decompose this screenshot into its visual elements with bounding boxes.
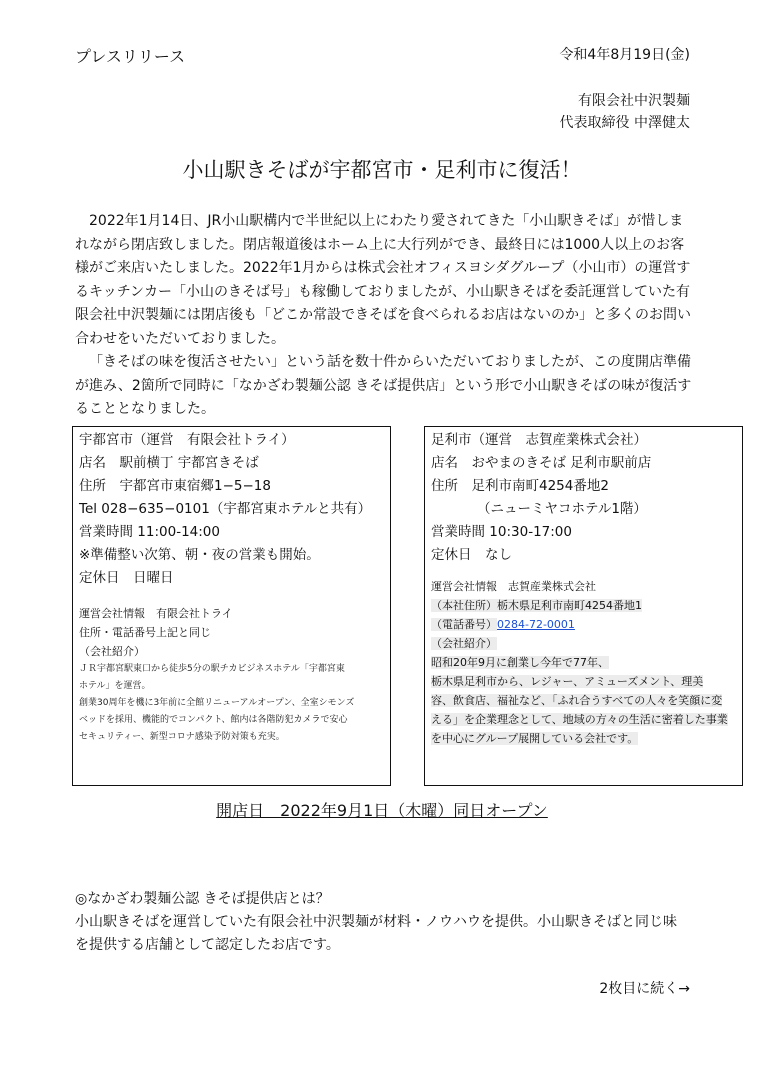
opening-date-text: 開店日 2022年9月1日（木曜）同日オープン xyxy=(216,801,548,820)
utsunomiya-closed: 定休日 日曜日 xyxy=(79,570,174,586)
utsunomiya-intro-label: （会社紹介） xyxy=(79,645,145,658)
utsunomiya-note: ※準備整い次第、朝・夜の営業も開始。 xyxy=(79,547,320,563)
release-date: 令和4年8月19日(金) xyxy=(559,47,690,63)
ashikaga-intro-line: を中心にグループ展開している会社です。 xyxy=(431,732,639,745)
representative-name: 代表取締役 中澤健太 xyxy=(559,115,690,131)
ashikaga-city: 足利市（運営 志賀産業株式会社） xyxy=(431,432,647,448)
ashikaga-intro-line: 栃木県足利市から、レジャー、アミューズメント、理美 xyxy=(431,675,704,688)
ashikaga-intro-line: える」を企業理念として、地域の方々の生活に密着した事業 xyxy=(431,713,728,726)
ashikaga-address: 住所 足利市南町4254番地2 xyxy=(431,478,609,494)
ashikaga-intro-line: 昭和20年9月に創業し今年で77年、 xyxy=(431,656,609,669)
ashikaga-intro-line: 容、飲食店、福祉など、「ふれ合うすべての人々を笑顔に変 xyxy=(431,694,723,707)
continued-note: 2枚目に続く→ xyxy=(599,981,690,997)
utsunomiya-company-address: 住所・電話番号上記と同じ xyxy=(79,626,211,639)
about-heading: ◎なかざわ製麺公認 きそば提供店とは？ xyxy=(75,891,330,907)
ashikaga-intro-label: （会社紹介） xyxy=(431,637,497,650)
utsunomiya-intro-line: 創業30周年を機に3年前に全館リニューアルオープン、全室シモンズ xyxy=(79,698,355,708)
body-paragraph-1: 2022年1月14日、JR小山駅構内で半世紀以上にわたり愛されてきた「小山駅きそば」が惜しまれながら閉店致しました。閉店報道後はホーム上に大行列ができ、最終日には1000人以上のお客様がご来店いたしました。2022年1月からは株式会社オフィスヨシダグループ（小山市）の運営するキッチンカー「小山のきそば号」も稼働しておりましたが、小山駅きそばを委託運営していた有限会社中沢製麺には閉店後も「どこか常設できそばを食べられるお店はないのか」と多くのお問い合わせをいただいておりました。 xyxy=(75,213,691,347)
ashikaga-company-info: 運営会社情報 志賀産業株式会社 xyxy=(431,580,596,593)
utsunomiya-intro-line: ホテル」を運営。 xyxy=(79,681,151,691)
company-name: 有限会社中沢製麺 xyxy=(578,93,690,109)
about-line-2: を提供する店舗として認定したお店です。 xyxy=(75,937,340,953)
document-label: プレスリリース xyxy=(75,47,186,66)
utsunomiya-hours: 営業時間 11:00-14:00 xyxy=(79,524,220,540)
utsunomiya-company-info: 運営会社情報 有限会社トライ xyxy=(79,607,233,620)
utsunomiya-store-name: 店名 駅前横丁 宇都宮きそば xyxy=(79,455,259,471)
issuer-block xyxy=(560,90,690,134)
ashikaga-phone-label: （電話番号） xyxy=(431,618,497,631)
utsunomiya-tel: Tel 028−635−0101（宇都宮東ホテルと共有） xyxy=(79,501,372,517)
utsunomiya-intro-line: ＪＲ宇都宮駅東口から徒歩5分の駅チカビジネスホテル「宇都宮東 xyxy=(79,664,345,674)
about-section xyxy=(75,888,695,957)
opening-date xyxy=(0,798,764,821)
ashikaga-hours: 営業時間 10:30-17:00 xyxy=(431,524,572,540)
body-paragraph-2: 「きそばの味を復活させたい」という話を数十件からいただいておりましたが、この度開店準備が進み、2箇所で同時に「なかざわ製麺公認 きそば提供店」という形で小山駅きそばの味が復活することとなりました。 xyxy=(75,354,692,417)
ashikaga-phone-link[interactable]: 0284-72-0001 xyxy=(497,618,575,631)
utsunomiya-intro-line: セキュリティー、新型コロナ感染予防対策も充実。 xyxy=(79,732,285,742)
ashikaga-address-2: （ニューミヤコホテル1階） xyxy=(477,501,647,517)
body-text xyxy=(75,210,695,422)
ashikaga-store-box xyxy=(424,426,743,786)
page-title: 小山駅きそばが宇都宮市・足利市に復活！ xyxy=(182,158,582,182)
utsunomiya-city: 宇都宮市（運営 有限会社トライ） xyxy=(79,432,295,448)
utsunomiya-address: 住所 宇都宮市東宿郷1−5−18 xyxy=(79,478,271,494)
about-line-1: 小山駅きそばを運営していた有限会社中沢製麺が材料・ノウハウを提供。小山駅きそばと同じ味 xyxy=(75,914,677,930)
utsunomiya-intro-line: ベッドを採用、機能的でコンパクト、館内は各階防犯カメラで安心 xyxy=(79,715,348,725)
utsunomiya-store-box xyxy=(72,426,391,786)
ashikaga-hq-address: （本社住所）栃木県足利市南町4254番地1 xyxy=(431,599,642,612)
ashikaga-closed: 定休日 なし xyxy=(431,547,512,563)
ashikaga-store-name: 店名 おやまのきそば 足利市駅前店 xyxy=(431,455,652,471)
